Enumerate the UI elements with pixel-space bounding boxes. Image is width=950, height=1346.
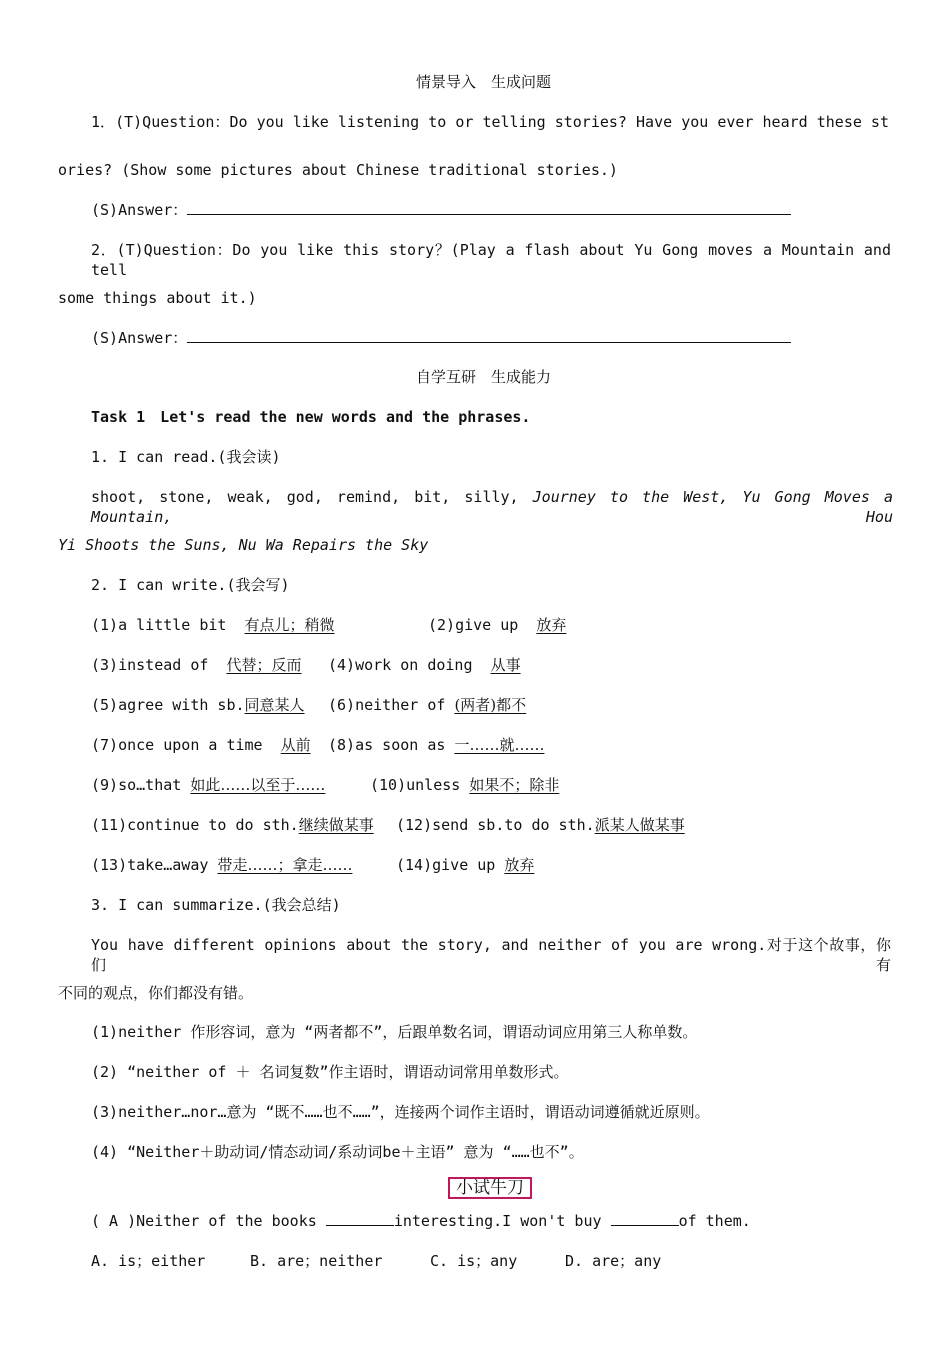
phrase-answer-11: 继续做某事 [298, 816, 374, 834]
summarize-para-line1: You have different opinions about the story, and neither of you are wrong.对于这个故事，你们有 [91, 936, 891, 974]
phrase-answer-2: 放弃 [536, 616, 567, 634]
option-a[interactable]: A. is；either [91, 1252, 206, 1270]
practice-answer: ( A ) [91, 1212, 137, 1230]
summary-point-3: (3)neither…nor…意为 “既不……也不……”，连接两个词作主语时，谓语动词遵循就近原则。 [91, 1103, 710, 1121]
question-1-line2: ories? (Show some pictures about Chinese traditional stories.) [58, 161, 618, 179]
phrase-item-10: (10)unless 如果不；除非 [370, 776, 560, 794]
option-c[interactable]: C. is；any [430, 1252, 518, 1270]
question-1-line1: 1．(T)Question：Do you like listening to or telling stories? Have you ever heard these st [91, 113, 889, 131]
option-b[interactable]: B. are；neither [250, 1252, 383, 1270]
phrase-item-2: (2)give up 放弃 [428, 616, 567, 634]
phrase-item-13: (13)take…away 带走……；拿走…… [91, 856, 353, 874]
summary-point-4: (4) “Neither＋助动词/情态动词/系动词be＋主语” 意为 “……也不”。 [91, 1143, 584, 1161]
phrase-item-6: (6)neither of (两者)都不 [328, 696, 527, 714]
summary-point-1: (1)neither 作形容词，意为 “两者都不”，后跟单数名词，谓语动词应用第三人称单数。 [91, 1023, 698, 1041]
phrase-item-12: (12)send sb.to do sth.派某人做某事 [396, 816, 685, 834]
phrase-item-11: (11)continue to do sth.继续做某事 [91, 816, 374, 834]
answer-1-blank[interactable] [187, 200, 791, 215]
phrase-item-8: (8)as soon as 一……就…… [328, 736, 545, 754]
phrase-item-4: (4)work on doing 从事 [328, 656, 521, 674]
phrase-answer-7: 从前 [280, 736, 311, 754]
phrase-answer-14: 放弃 [504, 856, 535, 874]
phrase-answer-12: 派某人做某事 [594, 816, 685, 834]
phrase-answer-1: 有点儿；稍微 [244, 616, 335, 634]
read-words-line1 [91, 487, 893, 527]
phrase-item-14: (14)give up 放弃 [396, 856, 535, 874]
practice-blank-2[interactable] [611, 1211, 679, 1226]
summarize-para-line2: 不同的观点，你们都没有错。 [58, 984, 254, 1002]
answer-2-blank[interactable] [187, 328, 791, 343]
answer-1-label: (S)Answer： [91, 201, 188, 219]
phrase-answer-13: 带走……；拿走…… [217, 856, 353, 874]
write-heading: 2. I can write.(我会写) [91, 576, 290, 594]
phrase-item-7: (7)once upon a time 从前 [91, 736, 311, 754]
phrase-answer-10: 如果不；除非 [469, 776, 560, 794]
read-words-plain: shoot, stone, weak, god, remind, bit, silly, [91, 488, 533, 506]
phrase-answer-3: 代替；反而 [226, 656, 302, 674]
phrase-answer-8: 一……就…… [454, 736, 545, 754]
summary-point-2: (2) “neither of ＋ 名词复数”作主语时，谓语动词常用单数形式。 [91, 1063, 569, 1081]
question-2-line2: some things about it.) [58, 289, 257, 307]
answer-2-label: (S)Answer： [91, 329, 188, 347]
phrase-answer-9: 如此……以至于…… [190, 776, 326, 794]
section-title-self-study: 自学互研 生成能力 [416, 368, 552, 386]
answer-1 [91, 200, 791, 220]
phrase-item-3: (3)instead of 代替；反而 [91, 656, 302, 674]
practice-question: ( A )Neither of the books interesting.I won't buy of them. [91, 1212, 751, 1230]
phrase-item-9: (9)so…that 如此……以至于…… [91, 776, 326, 794]
phrase-answer-4: 从事 [490, 656, 521, 674]
question-2-line1: 2．(T)Question：Do you like this story？(Play a flash about Yu Gong moves a Mountain and tell [91, 241, 891, 279]
phrase-answer-5: 同意某人 [244, 696, 305, 714]
summarize-heading: 3. I can summarize.(我会总结) [91, 896, 341, 914]
phrase-item-5: (5)agree with sb.同意某人 [91, 696, 305, 714]
phrase-item-1: (1)a little bit 有点儿；稍微 [91, 616, 335, 634]
task-1-heading: Task 1 Let's read the new words and the phrases. [91, 408, 531, 426]
answer-2 [91, 328, 791, 348]
phrase-answer-6: (两者)都不 [454, 696, 527, 714]
read-words-titles: Journey to the West, Yu Gong Moves a Mountain, Hou [91, 488, 893, 526]
practice-blank-1[interactable] [326, 1211, 394, 1226]
section-title-situation: 情景导入 生成问题 [416, 73, 552, 91]
read-words-line2: Yi Shoots the Suns, Nu Wa Repairs the Sky [58, 536, 429, 554]
practice-badge: 小试牛刀 [448, 1177, 532, 1199]
option-d[interactable]: D. are；any [565, 1252, 662, 1270]
read-heading: 1. I can read.(我会读) [91, 448, 281, 466]
